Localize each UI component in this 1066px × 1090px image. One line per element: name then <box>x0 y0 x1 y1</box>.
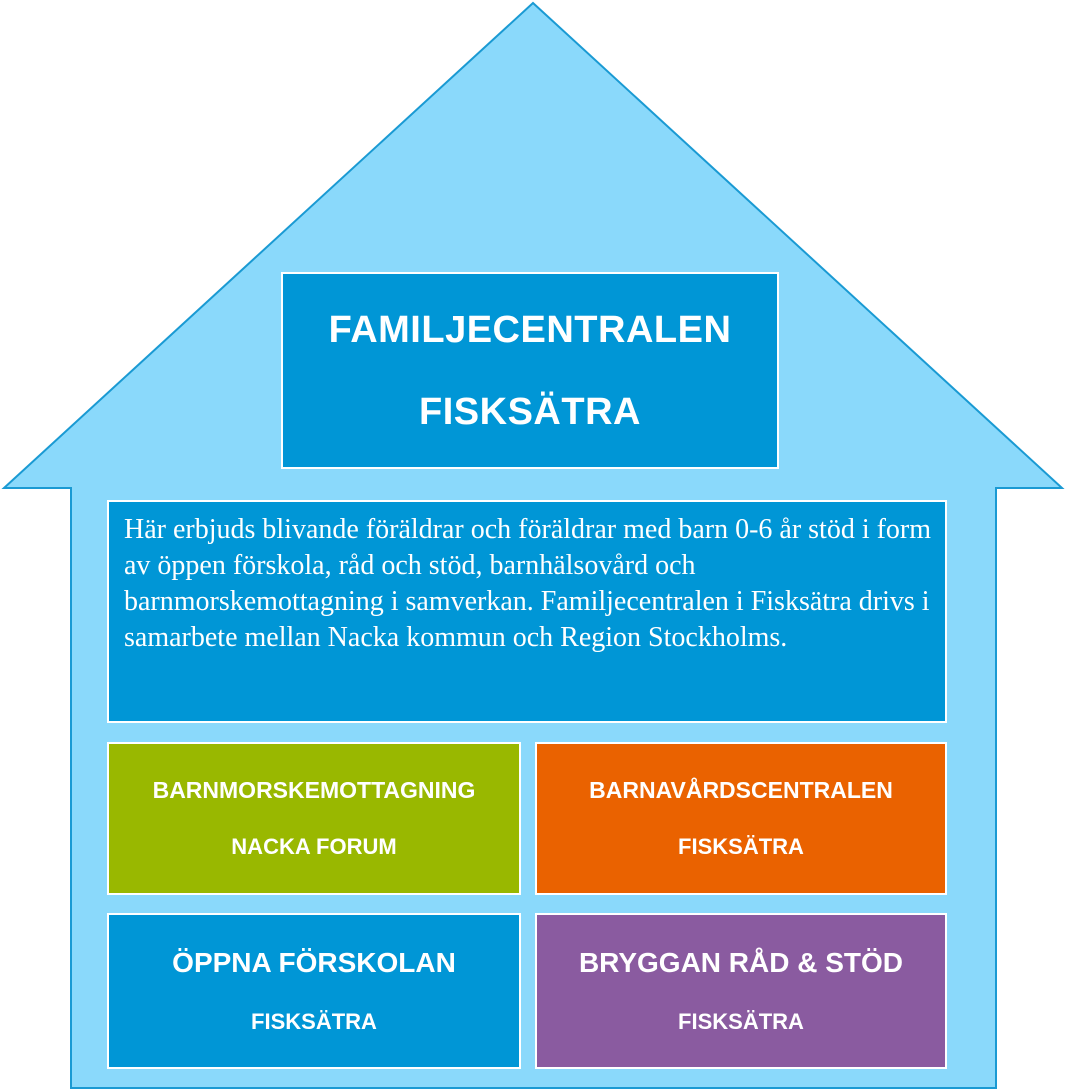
title-box <box>281 272 779 469</box>
description-box <box>107 500 947 723</box>
unit-location: NACKA FORUM <box>231 834 397 859</box>
unit-location: FISKSÄTRA <box>678 834 804 859</box>
unit-location: FISKSÄTRA <box>251 1009 377 1034</box>
unit-name: BRYGGAN RÅD & STÖD <box>578 947 904 978</box>
title-line-1: FAMILJECENTRALEN <box>328 308 732 351</box>
unit-name: ÖPPNA FÖRSKOLAN <box>172 947 456 978</box>
title-line-2: FISKSÄTRA <box>419 390 641 433</box>
unit-location: FISKSÄTRA <box>678 1009 804 1034</box>
unit-box-bryggan <box>535 913 947 1069</box>
unit-box-oppna-forskolan <box>107 913 521 1069</box>
unit-name: BARNMORSKEMOTTAGNING <box>152 777 476 803</box>
description-text: Här erbjuds blivande föräldrar och föräldrar med barn 0-6 år stöd i form av öppen förskola, råd och stöd, barnhälsovård och barnmorskemottagning i samverkan. Familjecentralen i Fisksätra drivs i samarbete mellan Nacka kommun och Region Stockholms. <box>124 514 932 653</box>
unit-name: BARNAVÅRDSCENTRALEN <box>589 777 893 803</box>
unit-box-barnavardscentralen <box>535 742 947 895</box>
unit-box-barnmorskemottagning <box>107 742 521 895</box>
